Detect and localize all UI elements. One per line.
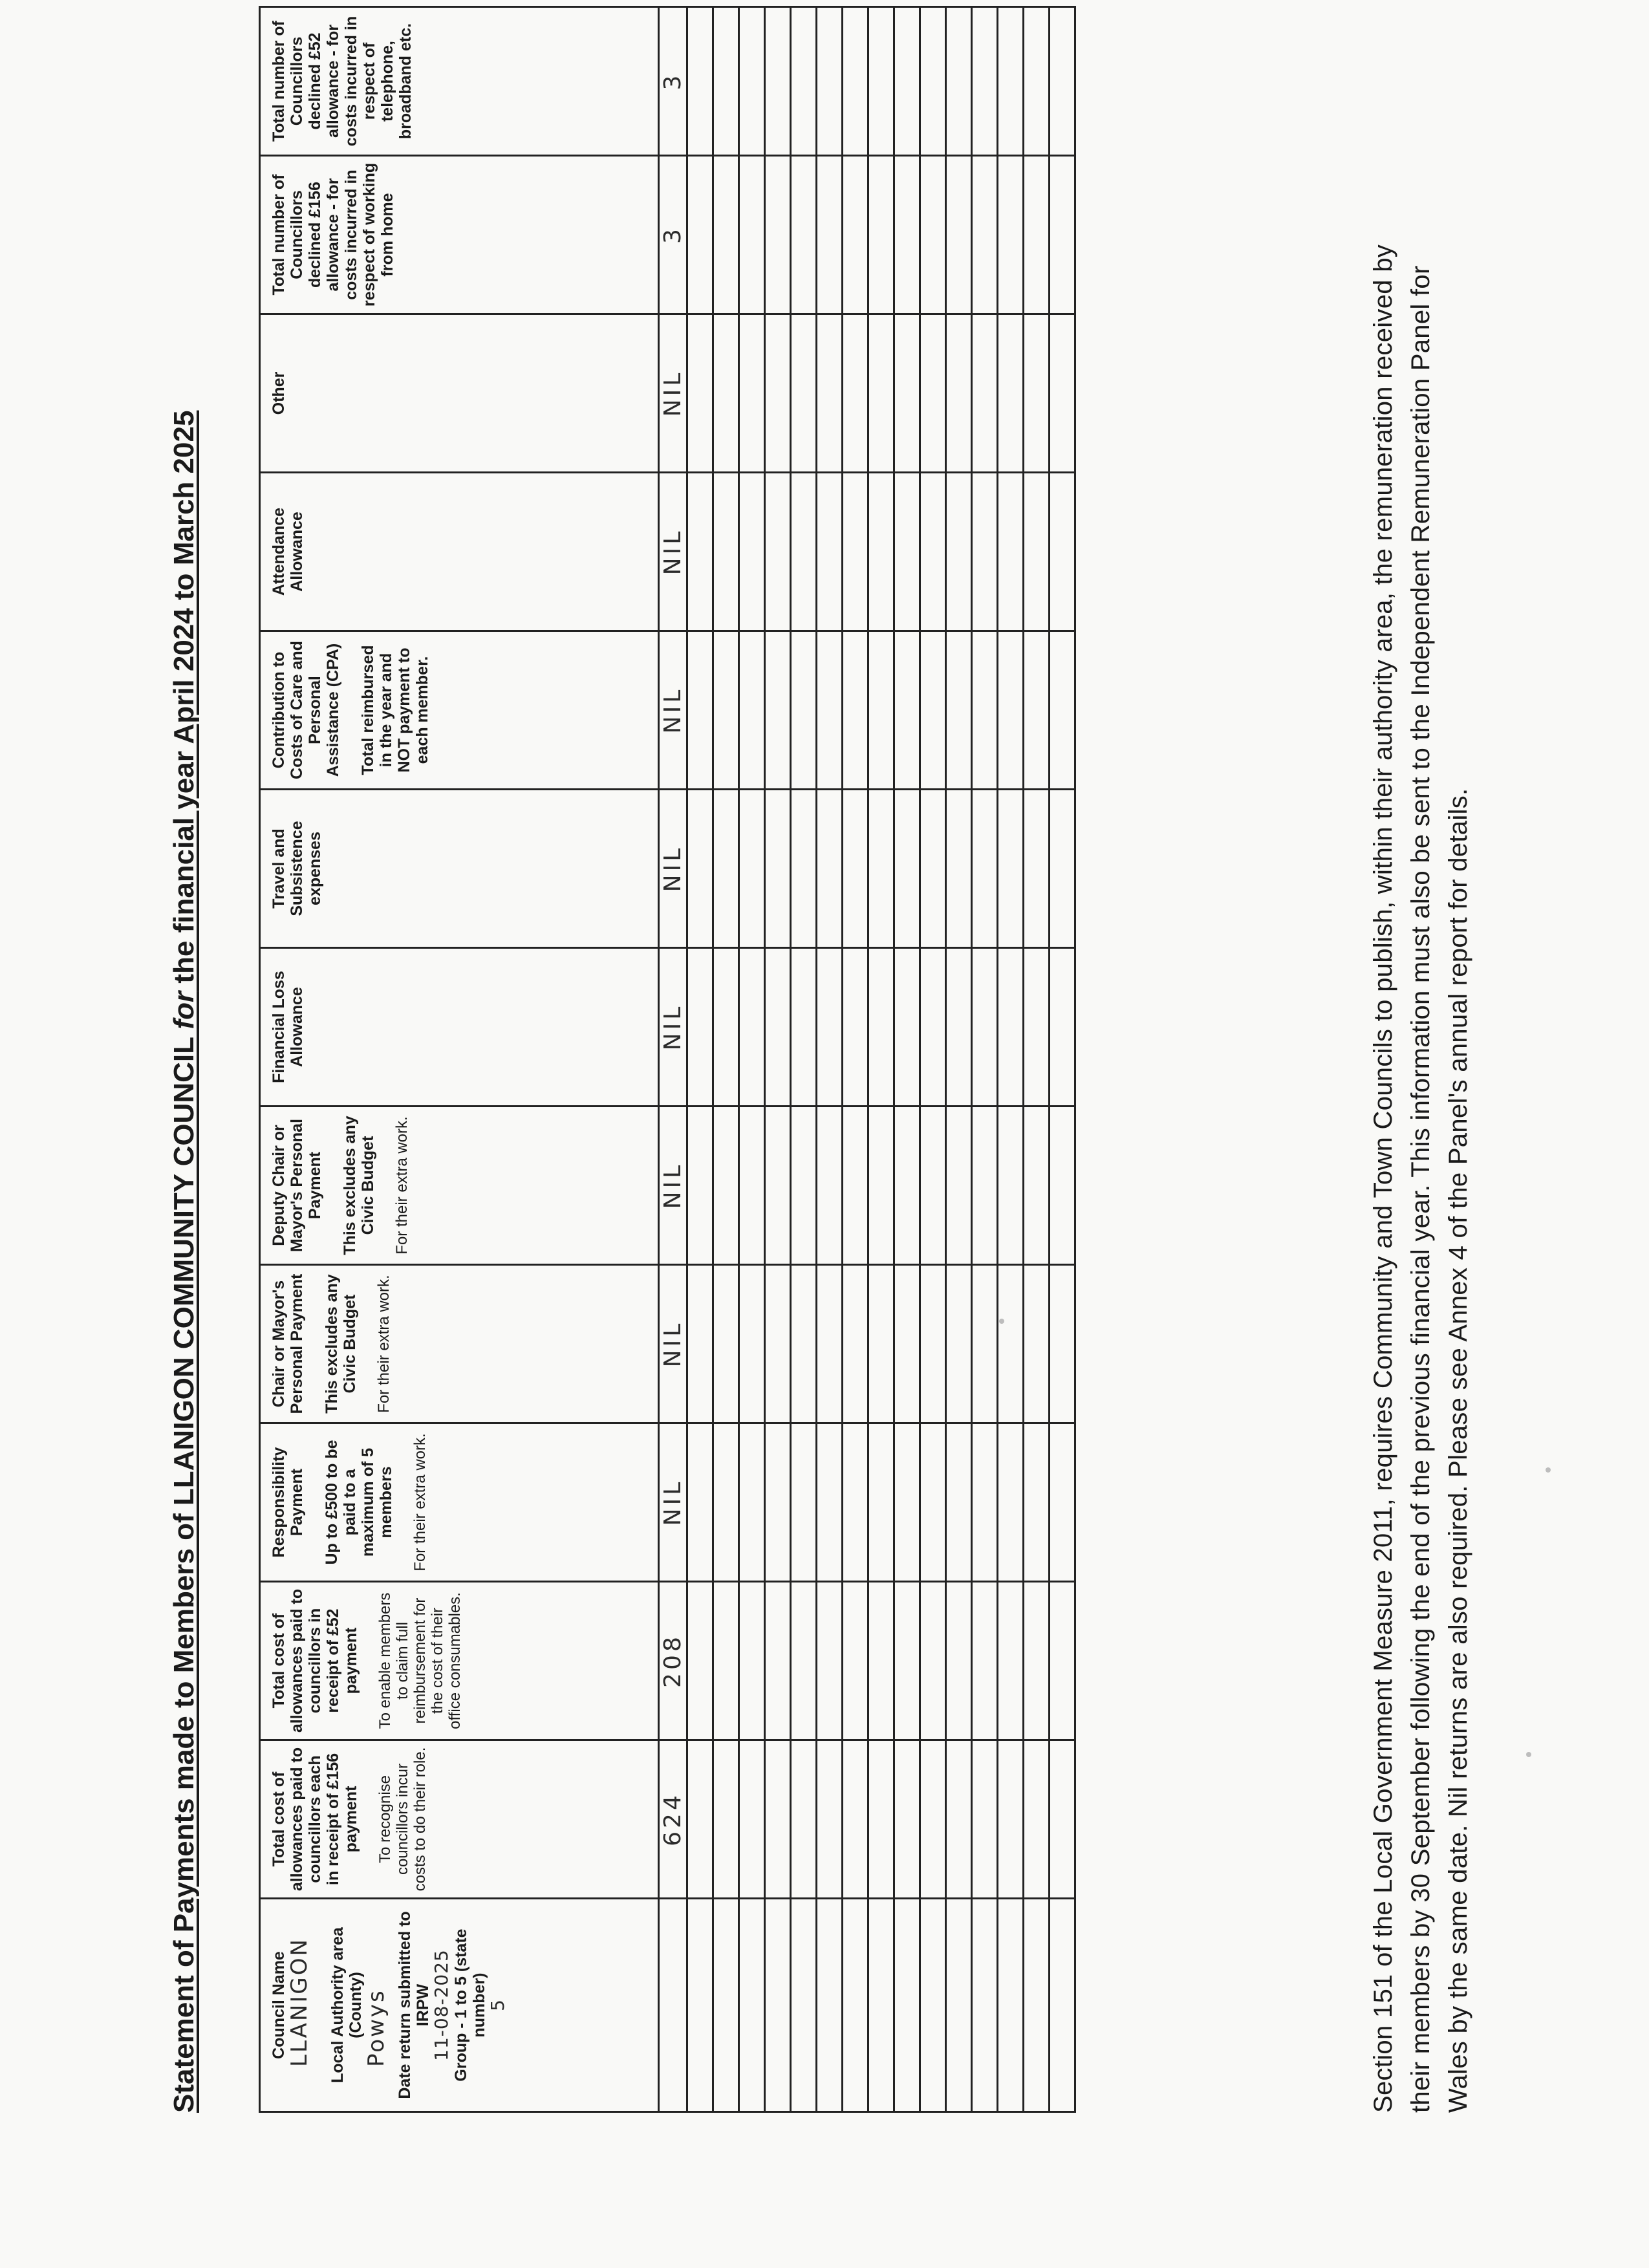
blank-cell [817, 1899, 843, 2112]
blank-cell [687, 1582, 713, 1740]
scan-speck [999, 1319, 1004, 1324]
col-header-responsibility [260, 1423, 659, 1582]
title-part-main: Statement of Payments made to Members of LLANIGON COMMUNITY COUNCIL [168, 1029, 200, 2113]
blank-cell [894, 1107, 920, 1265]
legal-footnote: Section 151 of the Local Government Measure 2011, requires Community and Town Councils to publish, within their authority area, the remuneration received by their members by 30 September following the end of the previous financial year. This information must also be sent to the Independent Remuneration Panel for Wales by the same date. Nil returns are also required. Please see Annex 4 of the Panel's annual report for details. [1369, 244, 1472, 2113]
blank-cell [739, 631, 765, 790]
blank-cell [946, 1265, 972, 1423]
blank-cell [817, 314, 843, 473]
blank-cell [894, 473, 920, 631]
blank-cell [894, 948, 920, 1107]
blank-cell [739, 314, 765, 473]
col-subheading: This excludes any Civic Budget [341, 1116, 377, 1255]
value-cell-deputy-chair: NIL [659, 1107, 687, 1265]
local-authority-value: Powys [363, 1989, 390, 2067]
blank-cell [868, 948, 894, 1107]
blank-cell [998, 790, 1024, 948]
blank-cell [765, 948, 791, 1107]
blank-cell [739, 1740, 765, 1899]
value-cell-declined-52: 3 [659, 7, 687, 156]
blank-cell [998, 1740, 1024, 1899]
blank-cell [713, 7, 739, 156]
blank-cell [894, 7, 920, 156]
blank-cell [868, 1423, 894, 1582]
col-heading: Total cost of allowances paid to councillors in receipt of £52 payment [270, 1588, 360, 1733]
blank-cell [817, 948, 843, 1107]
blank-cell [972, 1740, 998, 1899]
group-value: 5 [486, 1999, 508, 2011]
blank-cell [1024, 1899, 1050, 2112]
blank-cell [843, 1107, 868, 1265]
blank-cell [791, 156, 817, 314]
blank-cell [946, 1899, 972, 2112]
blank-cell [817, 1740, 843, 1899]
blank-cell [894, 631, 920, 790]
blank-cell [1024, 1423, 1050, 1582]
col-subheading: This excludes any Civic Budget [323, 1274, 359, 1414]
col-note: To enable members to claim full reimbursement for the cost of their office consumables. [376, 1592, 464, 1729]
col-header-financial-loss [260, 948, 659, 1107]
blank-cell [946, 1740, 972, 1899]
blank-cell [894, 1740, 920, 1899]
blank-cell [817, 790, 843, 948]
blank-cell [791, 790, 817, 948]
blank-table-row [765, 7, 791, 2112]
blank-cell [739, 948, 765, 1107]
blank-cell [946, 631, 972, 790]
blank-cell [791, 1265, 817, 1423]
blank-cell [687, 1899, 713, 2112]
blank-cell [713, 1107, 739, 1265]
blank-cell [946, 1107, 972, 1265]
council-details-header [260, 1899, 659, 2112]
blank-cell [1024, 7, 1050, 156]
blank-cell [687, 1740, 713, 1899]
blank-cell [1050, 1265, 1075, 1423]
blank-cell [739, 156, 765, 314]
blank-cell [713, 790, 739, 948]
blank-cell [920, 1107, 946, 1265]
blank-cell [1024, 1107, 1050, 1265]
col-heading: Contribution to Costs of Care and Personal Assistance (CPA) [270, 641, 342, 779]
blank-table-row [920, 7, 946, 2112]
blank-cell [765, 156, 791, 314]
blank-cell [946, 473, 972, 631]
blank-cell [920, 314, 946, 473]
blank-cell [817, 631, 843, 790]
blank-cell [894, 790, 920, 948]
blank-cell [894, 314, 920, 473]
blank-cell [920, 790, 946, 948]
value-cell-attendance: NIL [659, 473, 687, 631]
blank-cell [894, 1423, 920, 1582]
blank-cell [817, 1107, 843, 1265]
blank-cell [868, 790, 894, 948]
blank-cell [843, 1423, 868, 1582]
blank-cell [972, 1582, 998, 1740]
blank-cell [817, 1423, 843, 1582]
blank-cell [791, 314, 817, 473]
blank-cell [765, 1582, 791, 1740]
blank-cell [868, 1582, 894, 1740]
blank-cell [687, 1107, 713, 1265]
col-header-declined-156 [260, 156, 659, 314]
blank-cell [713, 948, 739, 1107]
blank-table-row [946, 7, 972, 2112]
title-part-italic: for [168, 991, 200, 1030]
blank-cell [843, 473, 868, 631]
scan-speck [1546, 1467, 1551, 1473]
blank-cell [972, 1899, 998, 2112]
blank-cell [868, 7, 894, 156]
col-heading: Attendance Allowance [270, 507, 306, 596]
blank-cell [1050, 1107, 1075, 1265]
blank-cell [972, 1423, 998, 1582]
blank-cell [739, 790, 765, 948]
col-note: For their extra work. [375, 1275, 393, 1413]
blank-table-row [868, 7, 894, 2112]
blank-cell [765, 1740, 791, 1899]
value-cell-responsibility: NIL [659, 1423, 687, 1582]
col-heading: Total number of Councillors declined £52 allowance - for costs incurred in respect of telephone, broadband etc. [270, 16, 415, 147]
title-part-period: the financial year April 2024 to March 2025 [168, 410, 200, 991]
blank-table-row [894, 7, 920, 2112]
blank-cell [1050, 7, 1075, 156]
blank-cell [713, 314, 739, 473]
blank-cell [687, 948, 713, 1107]
blank-cell [687, 7, 713, 156]
blank-cell [713, 1582, 739, 1740]
blank-cell [894, 1899, 920, 2112]
col-heading: Total number of Councillors declined £156 allowance - for costs incurred in respect of working from home [270, 162, 396, 307]
value-cell-156-payment: 624 [659, 1740, 687, 1899]
blank-cell [946, 314, 972, 473]
blank-cell [972, 314, 998, 473]
blank-cell [765, 473, 791, 631]
blank-cell [843, 156, 868, 314]
value-cell-52-payment: 208 [659, 1582, 687, 1740]
blank-cell [765, 1265, 791, 1423]
blank-cell [946, 156, 972, 314]
blank-cell [998, 631, 1024, 790]
col-heading: Responsibility Payment [270, 1447, 306, 1558]
blank-cell [894, 156, 920, 314]
blank-cell [1024, 1740, 1050, 1899]
blank-cell [843, 1740, 868, 1899]
blank-cell [1024, 156, 1050, 314]
blank-cell [920, 156, 946, 314]
blank-cell [920, 473, 946, 631]
value-cell-other: NIL [659, 314, 687, 473]
blank-table-row [1050, 7, 1075, 2112]
blank-cell [713, 631, 739, 790]
blank-cell [817, 473, 843, 631]
value-cell-financial-loss: NIL [659, 948, 687, 1107]
blank-cell [1024, 473, 1050, 631]
blank-cell [868, 156, 894, 314]
blank-cell [868, 473, 894, 631]
blank-cell [972, 7, 998, 156]
blank-cell [868, 1899, 894, 2112]
col-heading: Financial Loss Allowance [270, 971, 306, 1083]
col-note: To recognise councillors incur costs to do their role. [376, 1747, 429, 1892]
blank-cell [1050, 948, 1075, 1107]
blank-cell [713, 156, 739, 314]
blank-cell [843, 631, 868, 790]
blank-cell [687, 1423, 713, 1582]
blank-cell [843, 7, 868, 156]
data-row [659, 7, 687, 2112]
blank-cell [817, 1265, 843, 1423]
blank-table-row [713, 7, 739, 2112]
col-heading: Total cost of allowances paid to councillors each in receipt of £156 payment [270, 1747, 360, 1892]
blank-cell [791, 1107, 817, 1265]
local-authority-label: Local Authority area (County) [329, 1927, 365, 2083]
blank-cell [791, 1740, 817, 1899]
blank-cell [998, 1582, 1024, 1740]
blank-cell [998, 473, 1024, 631]
col-header-chair [260, 1265, 659, 1423]
blank-cell [1024, 1265, 1050, 1423]
group-label: Group - 1 to 5 (state number) [451, 1928, 488, 2082]
blank-cell [713, 1265, 739, 1423]
scan-speck [1526, 1752, 1531, 1757]
blank-cell [687, 156, 713, 314]
blank-cell [998, 314, 1024, 473]
blank-cell [739, 1423, 765, 1582]
blank-cell [843, 790, 868, 948]
blank-cell [946, 7, 972, 156]
blank-cell [920, 1582, 946, 1740]
blank-cell [817, 1582, 843, 1740]
blank-cell [739, 473, 765, 631]
blank-cell [868, 1107, 894, 1265]
value-cell-travel: NIL [659, 790, 687, 948]
col-heading: Other [270, 371, 288, 415]
blank-table-row [972, 7, 998, 2112]
blank-cell [1050, 156, 1075, 314]
payments-table [259, 6, 1076, 2113]
blank-cell [998, 1265, 1024, 1423]
blank-cell [713, 1899, 739, 2112]
blank-cell [791, 473, 817, 631]
blank-cell [817, 7, 843, 156]
blank-cell [920, 1423, 946, 1582]
col-note: For their extra work. [411, 1433, 429, 1571]
col-header-travel [260, 790, 659, 948]
blank-cell [843, 1582, 868, 1740]
blank-cell [946, 790, 972, 948]
col-heading: Deputy Chair or Mayor's Personal Payment [270, 1118, 324, 1253]
blank-cell [1024, 1582, 1050, 1740]
blank-cell [791, 7, 817, 156]
blank-cell [739, 1899, 765, 2112]
blank-cell [1024, 790, 1050, 948]
blank-cell [765, 314, 791, 473]
blank-cell [998, 948, 1024, 1107]
blank-cell [998, 156, 1024, 314]
blank-cell [998, 1107, 1024, 1265]
blank-cell [713, 473, 739, 631]
col-subheading: Up to £500 to be paid to a maximum of 5 members [323, 1440, 395, 1565]
table-cell [659, 1899, 687, 2112]
blank-cell [920, 948, 946, 1107]
col-header-deputy-chair [260, 1107, 659, 1265]
blank-table-row [687, 7, 713, 2112]
blank-cell [1050, 1423, 1075, 1582]
blank-cell [998, 1423, 1024, 1582]
blank-cell [920, 1265, 946, 1423]
blank-cell [843, 948, 868, 1107]
col-heading: Travel and Subsistence expenses [270, 821, 324, 916]
blank-cell [894, 1582, 920, 1740]
blank-table-row [1024, 7, 1050, 2112]
blank-cell [765, 7, 791, 156]
blank-cell [765, 631, 791, 790]
blank-cell [1050, 473, 1075, 631]
col-header-attendance [260, 473, 659, 631]
blank-cell [713, 1740, 739, 1899]
blank-cell [920, 7, 946, 156]
blank-cell [998, 1899, 1024, 2112]
date-return-label: Date return submitted to IRPW [395, 1911, 432, 2099]
blank-cell [972, 631, 998, 790]
blank-cell [765, 1107, 791, 1265]
document-title [168, 173, 213, 2113]
col-header-52-payment [260, 1582, 659, 1740]
blank-cell [765, 1423, 791, 1582]
blank-cell [739, 1107, 765, 1265]
blank-cell [972, 473, 998, 631]
blank-cell [868, 314, 894, 473]
blank-cell [920, 1740, 946, 1899]
blank-cell [1050, 1740, 1075, 1899]
blank-cell [765, 1899, 791, 2112]
header-row [260, 7, 659, 2112]
blank-cell [687, 790, 713, 948]
council-name-value: LLANIGON [286, 1938, 312, 2067]
blank-table-row [739, 7, 765, 2112]
blank-table-row [791, 7, 817, 2112]
col-note: For their extra work. [393, 1116, 411, 1255]
col-heading: Chair or Mayor's Personal Payment [270, 1273, 306, 1414]
blank-cell [972, 156, 998, 314]
blank-cell [687, 1265, 713, 1423]
blank-cell [687, 631, 713, 790]
blank-cell [972, 1265, 998, 1423]
col-header-156-payment [260, 1740, 659, 1899]
council-name-label: Council Name [270, 1951, 288, 2059]
blank-cell [791, 631, 817, 790]
blank-cell [972, 790, 998, 948]
blank-cell [946, 948, 972, 1107]
blank-cell [1050, 631, 1075, 790]
blank-table-row [843, 7, 868, 2112]
blank-cell [920, 1899, 946, 2112]
blank-cell [1024, 631, 1050, 790]
blank-cell [868, 631, 894, 790]
blank-cell [739, 1582, 765, 1740]
value-cell-chair: NIL [659, 1265, 687, 1423]
blank-cell [972, 948, 998, 1107]
blank-cell [1050, 1582, 1075, 1740]
blank-cell [1050, 314, 1075, 473]
blank-cell [894, 1265, 920, 1423]
blank-cell [998, 7, 1024, 156]
blank-cell [791, 1423, 817, 1582]
blank-cell [843, 314, 868, 473]
blank-cell [739, 1265, 765, 1423]
blank-cell [687, 473, 713, 631]
blank-cell [739, 7, 765, 156]
value-cell-cpa: NIL [659, 631, 687, 790]
blank-cell [868, 1740, 894, 1899]
blank-cell [1050, 790, 1075, 948]
blank-cell [713, 1423, 739, 1582]
blank-cell [843, 1265, 868, 1423]
blank-cell [868, 1265, 894, 1423]
blank-cell [817, 156, 843, 314]
date-return-value: 11-08-2025 [430, 1949, 452, 2061]
value-cell-declined-156: 3 [659, 156, 687, 314]
blank-cell [843, 1899, 868, 2112]
blank-cell [946, 1423, 972, 1582]
blank-cell [791, 1582, 817, 1740]
blank-cell [1050, 1899, 1075, 2112]
blank-cell [946, 1582, 972, 1740]
blank-cell [791, 1899, 817, 2112]
blank-table-row [817, 7, 843, 2112]
col-header-declined-52 [260, 7, 659, 156]
col-header-other [260, 314, 659, 473]
blank-cell [765, 790, 791, 948]
blank-cell [1024, 314, 1050, 473]
blank-cell [972, 1107, 998, 1265]
col-subheading: Total reimbursed in the year and NOT payment to each member. [359, 645, 431, 775]
blank-table-row [998, 7, 1024, 2112]
col-header-cpa [260, 631, 659, 790]
blank-cell [1024, 948, 1050, 1107]
blank-cell [687, 314, 713, 473]
blank-cell [791, 948, 817, 1107]
blank-cell [920, 631, 946, 790]
